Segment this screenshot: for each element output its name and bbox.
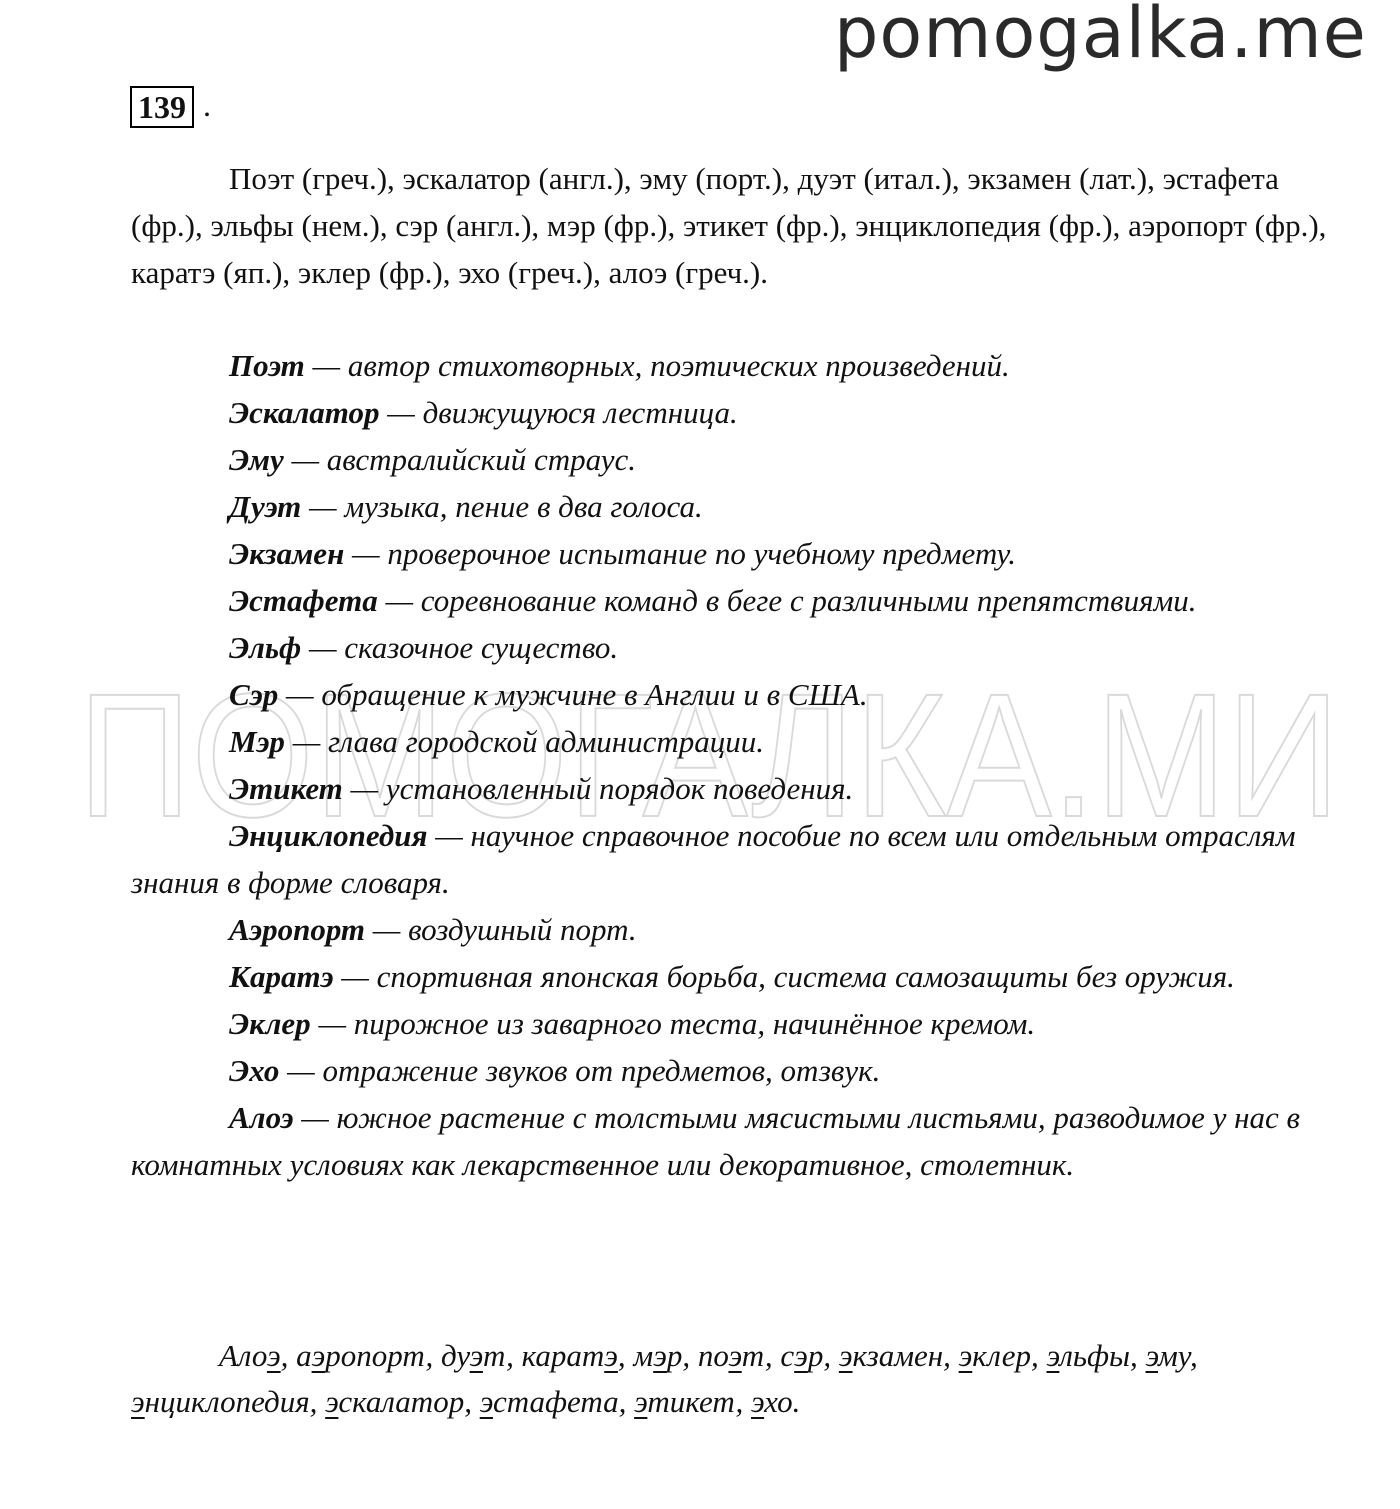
definition-item [131,624,1311,671]
definition-term: Энциклопедия [229,818,428,853]
definition-term: Эскалатор [229,395,380,430]
summary-word [698,1338,773,1373]
summary-word [633,1338,690,1373]
summary-word-suffix: стафета, [492,1384,627,1419]
summary-underlined-letter: э [653,1338,667,1373]
watermark-text: ПОМОГАЛКА.МИ [78,668,1340,838]
summary-word-prefix: м [633,1338,654,1373]
summary-word-suffix: скалатор, [338,1384,472,1419]
definition-item [131,906,1311,953]
definition-text: — пирожное из заварного теста, начинённое кремом. [310,1006,1036,1041]
summary-word-prefix: по [697,1338,729,1373]
definition-item [131,671,1311,718]
definition-text: — глава городской администрации. [284,724,765,759]
definition-term: Эхо [229,1053,280,1088]
summary-word-suffix: льфы, [1059,1338,1138,1373]
definition-text: — движущуюся лестница. [379,395,738,430]
summary-words [131,1333,1311,1425]
summary-underlined-letter: э [728,1338,742,1373]
definition-item [131,342,1311,389]
definition-text: — автор стихотворных, поэтических произведений. [304,348,1010,383]
definition-item [131,718,1311,765]
summary-word-suffix: р, [807,1338,832,1373]
definition-item [131,436,1311,483]
summary-word-prefix: а [296,1338,312,1373]
definition-term: Дуэт [229,489,302,524]
summary-word-prefix: с [780,1338,795,1373]
summary-word [780,1338,831,1373]
summary-word [634,1384,743,1419]
definition-item [131,765,1311,812]
summary-word [1146,1338,1198,1373]
summary-underlined-letter: э [266,1338,281,1373]
summary-word-suffix: т, [741,1338,773,1373]
summary-word-suffix: хо. [764,1384,801,1419]
definition-item [131,953,1311,1000]
summary-word [959,1338,1039,1373]
summary-underlined-letter: э [838,1338,853,1373]
definition-text: — сказочное существо. [301,630,619,665]
definitions-list [131,342,1311,1188]
summary-word-suffix: клер, [972,1338,1039,1373]
summary-underlined-letter: э [1046,1338,1060,1373]
task-number-dot: . [203,87,211,123]
summary-underlined-letter: э [794,1338,808,1373]
definition-item [131,1094,1311,1188]
summary-underlined-letter: э [634,1384,648,1419]
definition-text: — проверочное испытание по учебному предмету. [344,536,1017,571]
definition-text: — спортивная японская борьба, система самозащиты без оружия. [333,959,1235,994]
summary-word-suffix: р, [666,1338,691,1373]
summary-underlined-letter: э [479,1384,493,1419]
definition-term: Эльф [229,630,302,665]
summary-word [131,1384,317,1419]
definition-term: Эму [229,442,284,477]
definition-item [131,483,1311,530]
definition-term: Экзамен [229,536,345,571]
summary-word [751,1384,800,1419]
summary-underlined-letter: э [604,1338,618,1373]
summary-word [296,1338,433,1373]
definition-text: — австралийский страус. [283,442,637,477]
summary-underlined-letter: э [325,1384,339,1419]
definition-term: Каратэ [229,959,334,994]
summary-underlined-letter: э [469,1338,483,1373]
definition-text: — отражение звуков от предметов, отзвук. [279,1053,881,1088]
definition-term: Алоэ [229,1100,294,1135]
definition-term: Эстафета [229,583,378,618]
summary-word-suffix: му, [1158,1338,1198,1373]
summary-underlined-letter: э [751,1384,765,1419]
summary-word [522,1338,626,1373]
definition-text: — установленный порядок поведения. [342,771,854,806]
task-number: 139 [130,86,194,128]
definition-term: Эклер [229,1006,311,1041]
definition-text: — воздушный порт. [365,912,637,947]
definition-text: — обращение к мужчине в Англии и в США. [278,677,868,712]
words-with-origins: Поэт (греч.), эскалатор (англ.), эму (порт.), дуэт (итал.), экзамен (лат.), эстафета (фр.), эльфы (нем.), сэр (англ.), мэр (фр.), этикет (фр.), энциклопедия (фр.), аэропорт (фр.), каратэ (яп.), эклер (фр.), эхо (греч.), алоэ (греч.). [131,161,1327,290]
summary-word-suffix: ропорт, [325,1338,434,1373]
summary-word-suffix: нциклопедия, [144,1384,318,1419]
summary-underlined-letter: э [958,1338,973,1373]
definition-term: Мэр [229,724,285,759]
summary-word-prefix: Ало [219,1338,267,1373]
summary-word-suffix: кзамен, [852,1338,951,1373]
summary-word [480,1384,627,1419]
definition-text: — южное растение с толстыми мясистыми листьями, разводимое у нас в комнатных условиях как лекарственное или декоративное, столетник. [131,1100,1300,1182]
summary-word [1046,1338,1137,1373]
definition-item [131,530,1311,577]
summary-word-suffix: тикет, [647,1384,744,1419]
definition-item [131,812,1311,906]
definition-item [131,577,1311,624]
definition-text: — музыка, пение в два голоса. [301,489,703,524]
definition-item [131,1000,1311,1047]
summary-word-suffix: , [617,1338,626,1373]
summary-word [219,1338,288,1373]
summary-word [441,1338,514,1373]
summary-word [325,1384,472,1419]
definition-term: Аэропорт [229,912,366,947]
definition-term: Сэр [229,677,279,712]
site-logo: pomogalka.me [834,0,1367,74]
definition-item [131,389,1311,436]
definition-text: — соревнование команд в беге с различными препятствиями. [377,583,1197,618]
summary-word-suffix: , [280,1338,289,1373]
summary-word [839,1338,951,1373]
definition-term: Этикет [229,771,343,806]
summary-underlined-letter: э [1145,1338,1159,1373]
definition-text: — научное справочное пособие по всем или отдельным отраслям знания в форме словаря. [131,818,1296,900]
summary-word-suffix: т, [482,1338,514,1373]
definition-item [131,1047,1311,1094]
definition-term: Поэт [229,348,305,383]
summary-underlined-letter: э [311,1338,326,1373]
summary-word-prefix: карат [521,1338,605,1373]
summary-underlined-letter: э [131,1384,145,1419]
summary-word-prefix: ду [441,1338,470,1373]
